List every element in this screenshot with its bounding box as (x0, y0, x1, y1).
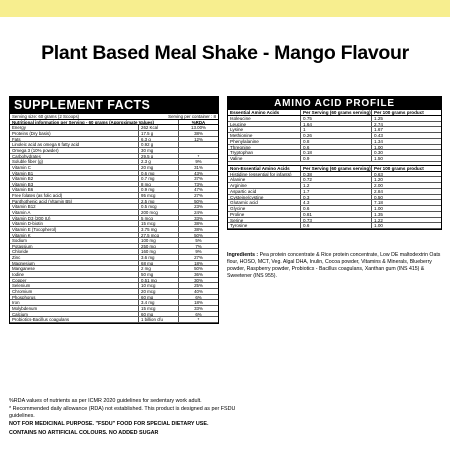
nutrient-amount: 200 mcg (139, 210, 179, 215)
nutrient-amount: 8 mg (139, 182, 179, 187)
nutrient-rda: 37% (194, 176, 203, 181)
amino-per-100g: 1.35 (374, 211, 383, 217)
nutrient-name: Fats (10, 137, 139, 142)
amino-per-serving: 0.3 (301, 195, 372, 200)
essential-col-name: Essential Amino Acids (228, 110, 301, 115)
essential-rows (228, 116, 441, 162)
amino-acid-name: Serine (228, 218, 301, 223)
amino-per-serving: 0.38 (301, 172, 372, 177)
amino-acid-name: Proline (228, 212, 301, 217)
nutrient-rda: 36% (194, 272, 203, 277)
nutrient-rda: 9% (195, 159, 202, 164)
nutrient-rda: 13.00% (191, 125, 206, 131)
amino-per-100g: 0.63 (374, 171, 383, 177)
servings-per-container: Serving per container : 8 (168, 114, 216, 119)
nonessential-col-serving: Per Serving (60 grams serving) (303, 165, 371, 171)
amino-per-100g: 7.18 (374, 200, 383, 205)
nutrient-name: Vitamin B2 (10, 176, 139, 181)
table-row (10, 317, 218, 323)
amino-per-serving: 0.75 (301, 116, 372, 121)
nutrient-amount: 27.5 mcg (139, 233, 179, 238)
nutrient-rda: 9% (195, 249, 202, 255)
nutrient-amount: 0.7 mg (139, 176, 179, 181)
nutrient-amount: 60 mg (139, 312, 179, 317)
nutrient-rda: * (197, 153, 200, 159)
footnote-medicinal: NOT FOR MEDICINAL PURPOSE. "FSDU" FOOD FOR SPECIAL DIETARY USE. (9, 421, 209, 427)
nutrient-name: Energy (10, 125, 139, 130)
nutrient-amount: 15 mcg (139, 221, 179, 226)
nutrient-amount: 15 mcg (139, 306, 179, 311)
nutrient-name: Calcium (10, 312, 139, 317)
nutrient-name: Carbohydrates (10, 154, 139, 159)
nutrient-amount: 0.5 mcg (139, 204, 179, 209)
nonessential-rows (228, 172, 441, 230)
amino-per-100g: 1.67 (374, 127, 383, 132)
nutrient-name: Vitamin B12 (10, 204, 139, 209)
amino-per-100g: 0.50 (374, 194, 383, 200)
table-row (228, 223, 441, 229)
nutrient-name: Iron (10, 300, 139, 305)
nutrient-name: Vitamin D-biotin (10, 221, 139, 226)
amino-per-100g: 1.00 (374, 144, 383, 150)
amino-per-100g: 1.00 (374, 223, 383, 228)
amino-acid-name: Glutamic acid (228, 200, 301, 205)
nutrient-amount: 0.9 mg (139, 187, 179, 192)
amino-per-serving: 0.8 (301, 139, 372, 144)
nutrient-rda (179, 148, 218, 153)
nutrient-amount: 2.3 g (139, 159, 179, 164)
nutrient-name: Selenium (10, 283, 139, 288)
nutrient-amount: 160 mg (139, 249, 179, 254)
nutrient-name: Iodine (10, 272, 139, 277)
nutrient-rda: 47% (194, 187, 203, 193)
nutrient-rda: * (197, 317, 200, 322)
amino-per-100g: 0.43 (374, 133, 383, 138)
nutrient-amount: 29.5 g (139, 154, 179, 159)
amino-acid-name: Tryptophan (228, 150, 301, 155)
nutrient-name: Probiotics-Bacillus coagulans (10, 317, 139, 322)
amino-acid-name: Isoleucine (228, 116, 301, 121)
nutrient-name: Phosphorus (10, 295, 139, 300)
nonessential-col-100g: Per 100 grams product (374, 165, 424, 171)
nutrient-amount: 10 mcg (139, 283, 179, 288)
nutrient-rda: 30% (194, 277, 203, 283)
nutrient-name: Vitamin D3 (200 IU) (10, 216, 139, 221)
page-title: Plant Based Meal Shake - Mango Flavour (41, 42, 409, 64)
amino-per-100g: 2.74 (374, 121, 383, 127)
amino-per-serving: 1.7 (301, 189, 372, 194)
nutrient-rda: 27% (194, 193, 203, 198)
amino-per-100g: 1.25 (374, 115, 383, 121)
amino-acid-name: Alanine (228, 177, 301, 182)
nutrient-rda: 73% (194, 181, 203, 187)
nutrient-amount: 95 mcg (139, 193, 179, 198)
nutrient-rda: 25% (194, 283, 203, 288)
nutrient-amount: 60 mg (139, 295, 179, 300)
amino-per-100g: 1.20 (374, 177, 383, 182)
nutrient-amount: 250 mg (139, 244, 179, 249)
nutrient-name: Manganese (10, 266, 139, 271)
nutrient-rda (179, 142, 218, 147)
amino-per-serving: 1.64 (301, 122, 372, 127)
amino-acid-name: Phenylalanine (228, 139, 301, 144)
nutrient-name: Magnesium (10, 261, 139, 266)
nutrient-name: Linoleic acid as omega 6 fatty acid (10, 142, 139, 147)
nutrient-name: Chromium (10, 289, 139, 294)
amino-per-serving: 1 (301, 127, 372, 132)
nutrient-name: Copper (10, 278, 139, 283)
nutrient-rda: 12% (194, 136, 203, 142)
amino-per-serving: 0.73 (301, 218, 372, 223)
supplement-facts-table (9, 96, 219, 324)
nutrient-name: Vitamin K (10, 233, 139, 238)
amino-acid-name: Aspartic acid (228, 189, 301, 194)
nutrient-rda: 38% (194, 221, 203, 226)
amino-per-serving: 0.6 (301, 223, 372, 228)
nutrient-rda: 5% (195, 238, 202, 243)
nutrient-name: Vitamin B6 (10, 187, 139, 192)
serving-size: Serving size: 60 grams (2 Scoops) (12, 114, 80, 119)
nutrient-amount: 17.5 g (139, 131, 179, 136)
nutrient-amount: 100 mg (139, 238, 179, 243)
nutrient-name: Zinc (10, 255, 139, 260)
amino-acid-name: Arginine (228, 183, 301, 188)
nutrient-rda: 50% (194, 198, 203, 204)
nutrient-name: Omega 3 (10% powder) (10, 148, 139, 153)
amino-acid-name: Tyrosine (228, 223, 301, 228)
amino-acid-heading: AMINO ACID PROFILE (228, 97, 441, 110)
nutrient-amount: 0.6 mg (139, 171, 179, 176)
amino-acid-name: Lysine (228, 127, 301, 132)
essential-col-100g: Per 100 grams product (374, 110, 424, 115)
nutrient-rda: 50% (194, 232, 203, 238)
amino-acid-name: Leucine (228, 122, 301, 127)
amino-per-100g: 0.30 (374, 150, 383, 155)
nutrient-rda: 33% (194, 215, 203, 221)
nutrient-name: Molybdenum (10, 306, 139, 311)
nutrient-rda: 38% (194, 131, 203, 136)
amino-per-serving: 0.18 (301, 150, 372, 155)
nutrient-amount: 3.4 mg (139, 300, 179, 305)
amino-acid-table (227, 96, 442, 230)
nutrient-rda: 24% (194, 210, 203, 215)
nutrient-name: Vitamin A (10, 210, 139, 215)
ingredients-block (227, 252, 443, 280)
amino-per-serving: 4.3 (301, 200, 372, 205)
amino-acid-name: Cysteine/cystine (228, 195, 301, 200)
nutrient-name: Proteins (Dry basis) (10, 131, 139, 136)
footnote-rda: %RDA values of nutrients as per ICMR 2020 guidelines for sedentary work adult. (9, 398, 202, 404)
nutrient-name: Chloride (10, 249, 139, 254)
essential-col-serving: Per Serving (60 grams serving) (303, 110, 371, 115)
amino-per-100g: 1.50 (374, 156, 383, 161)
nutrient-rda: 7% (195, 243, 202, 249)
amino-acid-name: Valine (228, 156, 301, 161)
amino-per-serving: 0.81 (301, 212, 372, 217)
amino-per-100g: 1.34 (374, 138, 383, 144)
nutrient-rda: 6% (195, 294, 202, 300)
amino-per-serving: 1.2 (301, 183, 372, 188)
nutrient-amount: 5 mcg (139, 216, 179, 221)
nutrient-amount: 262 Kcal (139, 125, 179, 130)
nutrient-name: Soluble fiber (g) (10, 159, 139, 164)
amino-acid-name: Glycine (228, 206, 301, 211)
nutrient-amount: 3.75 mg (139, 227, 179, 232)
nutrient-name: Vitamin B1 (10, 171, 139, 176)
nutrient-amount: 2 mg (139, 266, 179, 271)
nutrient-name: Vitamin C (10, 165, 139, 170)
nutrient-rda: 18% (194, 260, 203, 266)
nutrient-amount: 0.51 mg (139, 278, 179, 283)
amino-per-100g: 2.84 (374, 188, 383, 194)
footnote-no-colours: CONTAINS NO ARTIFICIAL COLOURS. NO ADDED SUGAR (9, 430, 159, 436)
nutrient-rda: 31% (194, 164, 203, 170)
nutrient-amount: 68 mg (139, 261, 179, 266)
amino-acid-name: Methionine (228, 133, 301, 138)
nutrient-amount: 50 mg (139, 272, 179, 277)
amino-acid-name: Threonine (228, 145, 301, 150)
nutrient-amount: 2.5 mg (139, 199, 179, 204)
nutrient-amount: 0.92 g (139, 142, 179, 147)
amino-per-serving: 0.26 (301, 133, 372, 138)
ingredients-text: Pea protein concentrate & Rice protein concentrate, Low DE maltodextrin Oats flour, HOSO, MCT, Veg. Algal DHA, Inulin, Cocoa powder, Vitamins & Minerals, Blueberry powder, Raspberry powder, Probiotics - Bacillus coagulans, Xanthan gum (INS 415) & Sweetener (INS 955). (227, 252, 441, 279)
nutrient-rda: 38% (194, 226, 203, 232)
accent-top-bar (0, 0, 450, 17)
nutrient-amount: 30 mg (139, 148, 179, 153)
nutrient-amount: 20 mcg (139, 289, 179, 294)
ingredients-label: Ingredients : (227, 252, 259, 258)
nutrient-rda: 18% (194, 300, 203, 305)
nutrient-name: Sodium (10, 238, 139, 243)
nutrient-rda: 50% (194, 266, 203, 272)
amino-per-serving: 0.6 (301, 206, 372, 211)
nonessential-col-name: Non-Essential Amino Acids (228, 166, 301, 171)
nutrient-name: Potassium (10, 244, 139, 249)
nutrient-amount: 20 mg (139, 165, 179, 170)
nutrient-name: Panthothenic acid (Vitamin B5) (10, 199, 139, 204)
nutrient-amount: 3.6 mg (139, 255, 179, 260)
supplement-facts-heading: SUPPLEMENT FACTS (10, 97, 218, 114)
nutrient-rda: 23% (194, 204, 203, 209)
amino-per-serving: 0.9 (301, 156, 372, 161)
amino-per-serving: 0.72 (301, 177, 372, 182)
nutrient-rda: 33% (194, 305, 203, 311)
nutrient-rda: 40% (194, 288, 203, 294)
footnote-fsdu: * Recommended daily allowance (RDA) not established. This product is designed as per FSDU guidelines. (9, 406, 236, 419)
supplement-rows (10, 125, 218, 322)
amino-per-100g: 1.00 (374, 206, 383, 211)
nutrient-name: Vitamin B3 (10, 182, 139, 187)
nutrient-name: Free folates (as folic acid) (10, 193, 139, 198)
amino-per-100g: 2.00 (374, 183, 383, 188)
column-nutrient: Nutritional information per Serving - 60 grams (Approximate Values) (10, 120, 179, 125)
nutrient-rda: 6% (195, 311, 202, 317)
nutrient-amount: 1 billion cfu (139, 317, 179, 322)
nutrient-rda: 43% (194, 170, 203, 176)
nutrient-amount: 6.3 g (139, 137, 179, 142)
amino-per-serving: 0.6 (301, 145, 372, 150)
amino-acid-name: Histidine (essential for infants) (228, 172, 301, 177)
amino-per-100g: 1.22 (374, 217, 383, 223)
nutrient-name: Vitamin E (Tocopherol) (10, 227, 139, 232)
column-rda: %RDA (191, 119, 206, 125)
nutrient-rda: 27% (194, 255, 203, 260)
